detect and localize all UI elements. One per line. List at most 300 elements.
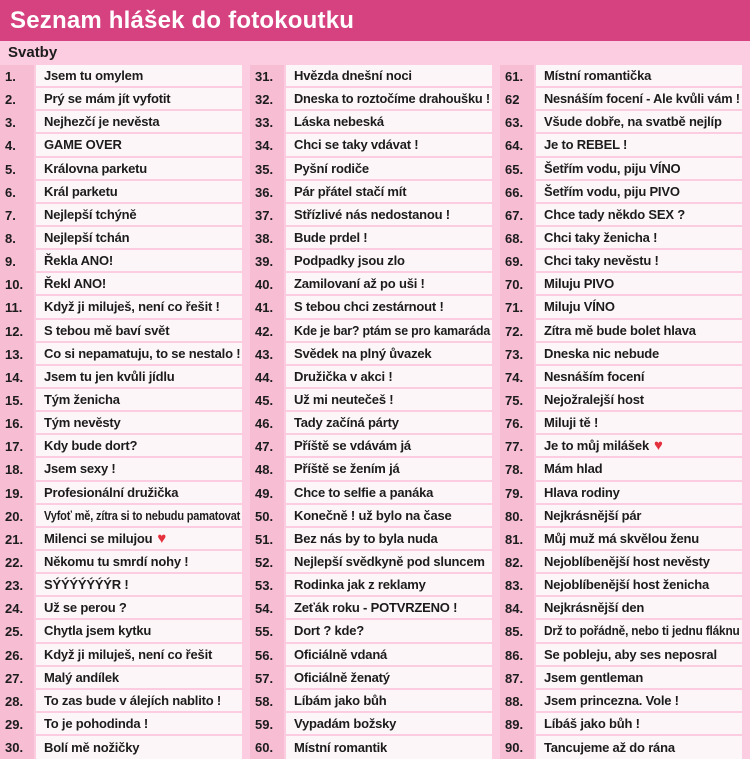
item-number: 8.	[0, 227, 34, 250]
list-item	[250, 667, 500, 690]
item-cell	[36, 65, 242, 86]
list-item	[500, 620, 750, 643]
item-number: 81.	[500, 528, 534, 551]
list-item	[500, 412, 750, 435]
item-cell	[286, 343, 492, 364]
item-number: 1.	[0, 65, 34, 88]
item-cell	[286, 736, 492, 759]
item-number: 74.	[500, 366, 534, 389]
item-text: Vypadám božsky	[294, 716, 397, 731]
item-number: 61.	[500, 65, 534, 88]
item-number: 72.	[500, 320, 534, 343]
item-number: 29.	[0, 713, 34, 736]
list-item	[250, 736, 500, 759]
item-number: 76.	[500, 412, 534, 435]
item-number: 56.	[250, 644, 284, 667]
item-number: 55.	[250, 620, 284, 643]
item-number: 42.	[250, 320, 284, 343]
item-text: Šetřím vodu, piju PIVO	[544, 183, 680, 199]
list-item	[500, 736, 750, 759]
list-item	[0, 181, 250, 204]
list-item	[500, 482, 750, 505]
item-text: Malý andílek	[44, 669, 119, 685]
list-item	[250, 620, 500, 643]
item-cell	[36, 597, 242, 618]
item-text: Někomu tu smrdí nohy !	[44, 554, 189, 570]
item-number: 90.	[500, 736, 534, 759]
item-number: 10.	[0, 273, 34, 296]
item-cell	[286, 158, 492, 179]
item-cell	[286, 482, 492, 503]
item-number: 62	[500, 88, 534, 111]
item-text: Rodinka jak z reklamy	[294, 577, 426, 593]
item-text: Jsem sexy !	[44, 461, 116, 477]
list-item	[0, 134, 250, 157]
item-cell	[36, 620, 242, 641]
item-text: Tady začíná párty	[294, 415, 399, 431]
list-item	[500, 158, 750, 181]
item-cell	[36, 88, 242, 109]
item-text: Družička v akci !	[294, 368, 393, 384]
item-text: Nejlepší tchán	[44, 230, 130, 246]
item-cell	[286, 574, 492, 595]
item-number: 58.	[250, 690, 284, 713]
list-item	[500, 296, 750, 319]
list-item	[250, 412, 500, 435]
list-item	[250, 366, 500, 389]
list-item	[250, 296, 500, 319]
item-text: Tým ženicha	[44, 392, 120, 408]
list-item	[0, 320, 250, 343]
item-number: 6.	[0, 181, 34, 204]
list-item	[500, 366, 750, 389]
list-item	[250, 111, 500, 134]
item-text: Jsem tu jen kvůli jídlu	[44, 368, 175, 384]
item-number: 3.	[0, 111, 34, 134]
list-item	[500, 528, 750, 551]
item-number: 26.	[0, 644, 34, 667]
item-number: 19.	[0, 482, 34, 505]
list-item	[500, 551, 750, 574]
item-cell	[36, 204, 242, 225]
item-text: Nejlepší svědkyně pod sluncem	[294, 554, 485, 570]
list-item	[500, 181, 750, 204]
list-item	[0, 65, 250, 88]
item-text: Je to REBEL !	[544, 137, 628, 153]
item-text: To je pohodinda !	[44, 716, 148, 731]
item-number: 73.	[500, 343, 534, 366]
item-cell	[536, 736, 742, 759]
list-item	[250, 574, 500, 597]
item-cell	[286, 412, 492, 433]
list-item	[0, 667, 250, 690]
phrase-columns	[0, 63, 750, 759]
item-text: Nejhezčí je nevěsta	[44, 114, 160, 130]
item-text: Miluji tě !	[544, 415, 599, 431]
list-item	[250, 181, 500, 204]
item-cell	[286, 644, 492, 665]
list-item	[0, 505, 250, 528]
item-number: 78.	[500, 458, 534, 481]
item-number: 83.	[500, 574, 534, 597]
item-text: Nejkrásnější pár	[544, 507, 642, 523]
item-number: 16.	[0, 412, 34, 435]
item-text: Příště se vdávám já	[294, 438, 411, 454]
item-text: Tým nevěsty	[44, 415, 121, 431]
item-text: Co si nepamatuju, to se nestalo !	[44, 345, 241, 361]
heart-icon: ♥	[157, 529, 167, 547]
item-text: Bez nás by to byla nuda	[294, 530, 438, 546]
list-item	[0, 389, 250, 412]
item-text: Chci se taky vdávat !	[294, 137, 419, 153]
item-cell	[286, 389, 492, 410]
item-cell	[36, 505, 242, 526]
list-item	[0, 644, 250, 667]
item-cell	[286, 134, 492, 155]
item-number: 13.	[0, 343, 34, 366]
item-cell	[536, 690, 742, 711]
list-item	[0, 158, 250, 181]
list-item	[0, 227, 250, 250]
list-item	[0, 528, 250, 551]
list-item	[500, 88, 750, 111]
item-text: Konečně ! už bylo na čase	[294, 507, 452, 523]
item-number: 46.	[250, 412, 284, 435]
item-number: 25.	[0, 620, 34, 643]
item-number: 45.	[250, 389, 284, 412]
item-cell	[36, 574, 242, 595]
item-text: Zeťák roku - POTVRZENO !	[294, 600, 458, 616]
list-item	[0, 296, 250, 319]
item-cell	[36, 389, 242, 410]
list-item	[500, 644, 750, 667]
item-number: 36.	[250, 181, 284, 204]
title-bar	[0, 0, 750, 41]
list-item	[250, 389, 500, 412]
list-item	[500, 343, 750, 366]
item-text: Můj muž má skvělou ženu	[544, 530, 700, 546]
list-item	[250, 273, 500, 296]
section-band	[0, 41, 750, 63]
list-item	[250, 644, 500, 667]
item-cell	[536, 273, 742, 294]
item-cell	[36, 111, 242, 132]
item-number: 87.	[500, 667, 534, 690]
item-number: 38.	[250, 227, 284, 250]
item-cell	[536, 320, 742, 341]
item-number: 30.	[0, 736, 34, 759]
item-cell	[36, 551, 242, 572]
item-text: Když ji miluješ, není co řešit	[44, 646, 213, 662]
item-number: 57.	[250, 667, 284, 690]
item-number: 4.	[0, 134, 34, 157]
item-cell	[536, 505, 742, 526]
item-text: Podpadky jsou zlo	[294, 253, 405, 269]
list-item	[0, 366, 250, 389]
item-text: Svědek na plný ůvazek	[294, 345, 432, 361]
item-cell	[36, 296, 242, 317]
item-cell	[286, 713, 492, 734]
item-cell	[286, 505, 492, 526]
item-cell	[536, 389, 742, 410]
item-text: Nesnáším focení - Ale kvůli vám !	[544, 91, 740, 107]
item-cell	[286, 551, 492, 572]
item-cell	[536, 204, 742, 225]
item-text: Nejlepší tchýně	[44, 206, 137, 222]
item-number: 60.	[250, 736, 284, 759]
item-text: Miluju VÍNO	[544, 299, 615, 315]
item-number: 47.	[250, 435, 284, 458]
item-cell	[536, 620, 742, 641]
item-cell	[36, 181, 242, 202]
item-cell	[286, 181, 492, 202]
item-cell	[36, 482, 242, 503]
item-number: 40.	[250, 273, 284, 296]
list-item	[250, 88, 500, 111]
list-item	[250, 227, 500, 250]
item-number: 88.	[500, 690, 534, 713]
item-number: 20.	[0, 505, 34, 528]
list-item	[0, 412, 250, 435]
item-cell	[36, 667, 242, 688]
item-text: To zas bude v álejích nablito !	[44, 692, 222, 708]
item-text: Chytla jsem kytku	[44, 623, 152, 639]
item-text: Král parketu	[44, 183, 118, 199]
list-item	[0, 204, 250, 227]
item-number: 79.	[500, 482, 534, 505]
item-number: 49.	[250, 482, 284, 505]
item-number: 27.	[0, 667, 34, 690]
item-number: 41.	[250, 296, 284, 319]
item-text: Oficiálně ženatý	[294, 669, 390, 685]
list-item	[250, 250, 500, 273]
item-cell	[536, 181, 742, 202]
list-item	[250, 435, 500, 458]
list-item	[250, 204, 500, 227]
item-text: Nejoblíbenější host nevěsty	[544, 554, 710, 570]
item-cell	[536, 343, 742, 364]
item-cell	[286, 227, 492, 248]
item-text: Zamilovaní až po uši !	[294, 276, 425, 292]
item-text: Chce tady někdo SEX ?	[544, 206, 686, 222]
item-number: 84.	[500, 597, 534, 620]
item-text: Pár přátel stačí mít	[294, 183, 407, 199]
item-text: Řekl ANO!	[44, 276, 107, 292]
list-item	[0, 88, 250, 111]
item-cell	[286, 528, 492, 549]
item-number: 53.	[250, 574, 284, 597]
item-number: 2.	[0, 88, 34, 111]
item-text: Mám hlad	[544, 461, 603, 477]
item-number: 22.	[0, 551, 34, 574]
item-cell	[286, 250, 492, 271]
item-cell	[36, 343, 242, 364]
list-item	[500, 458, 750, 481]
item-number: 12.	[0, 320, 34, 343]
item-text: Se pobleju, aby ses neposral	[544, 646, 717, 662]
item-text: Kde je bar? ptám se pro kamaráda	[294, 322, 491, 338]
item-cell	[286, 435, 492, 456]
item-cell	[36, 250, 242, 271]
item-cell	[36, 644, 242, 665]
item-number: 31.	[250, 65, 284, 88]
item-number: 63.	[500, 111, 534, 134]
item-cell	[536, 551, 742, 572]
item-number: 48.	[250, 458, 284, 481]
list-item	[500, 65, 750, 88]
list-item	[0, 250, 250, 273]
item-cell	[286, 320, 492, 341]
item-cell	[286, 667, 492, 688]
item-number: 51.	[250, 528, 284, 551]
list-item	[500, 574, 750, 597]
item-text: Všude dobře, na svatbě nejlíp	[544, 114, 722, 130]
list-item	[0, 551, 250, 574]
item-number: 14.	[0, 366, 34, 389]
list-item	[0, 597, 250, 620]
list-item	[500, 227, 750, 250]
item-cell	[286, 65, 492, 86]
item-number: 43.	[250, 343, 284, 366]
list-item	[0, 736, 250, 759]
item-text: Hvězda dnešní noci	[294, 68, 412, 84]
item-text: Hlava rodiny	[544, 484, 620, 500]
item-cell	[536, 227, 742, 248]
item-text: Chce to selfie a panáka	[294, 484, 434, 500]
item-text: Řekla ANO!	[44, 253, 114, 269]
item-number: 52.	[250, 551, 284, 574]
list-item	[500, 320, 750, 343]
list-item	[500, 713, 750, 736]
item-cell	[286, 458, 492, 479]
item-text: Láska nebeská	[294, 114, 384, 130]
item-number: 66.	[500, 181, 534, 204]
item-number: 18.	[0, 458, 34, 481]
item-number: 15.	[0, 389, 34, 412]
item-number: 71.	[500, 296, 534, 319]
item-cell	[286, 690, 492, 711]
item-text: Královna parketu	[44, 160, 148, 176]
item-text: Zítra mě bude bolet hlava	[544, 322, 696, 338]
item-cell	[286, 88, 492, 109]
item-number: 17.	[0, 435, 34, 458]
item-number: 67.	[500, 204, 534, 227]
list-item	[0, 620, 250, 643]
item-text: Drž to pořádně, nebo ti jednu fláknu	[544, 623, 740, 639]
item-text: Už se perou ?	[44, 600, 127, 616]
item-number: 50.	[250, 505, 284, 528]
item-number: 35.	[250, 158, 284, 181]
item-text: S tebou mě baví svět	[44, 322, 170, 338]
list-item	[250, 320, 500, 343]
item-number: 23.	[0, 574, 34, 597]
item-text: S tebou chci zestárnout !	[294, 299, 444, 315]
list-item	[500, 690, 750, 713]
list-item	[500, 134, 750, 157]
item-cell	[36, 458, 242, 479]
list-item	[500, 250, 750, 273]
item-text: Milenci se milujou	[44, 530, 153, 546]
list-item	[500, 111, 750, 134]
list-item	[500, 667, 750, 690]
list-item	[0, 690, 250, 713]
list-item	[250, 505, 500, 528]
item-cell	[536, 134, 742, 155]
item-text: GAME OVER	[44, 137, 122, 153]
list-item	[250, 134, 500, 157]
item-text: Nejoblíbenější host ženicha	[544, 577, 710, 593]
item-number: 80.	[500, 505, 534, 528]
item-number: 82.	[500, 551, 534, 574]
list-item	[0, 343, 250, 366]
item-text: Už mi neutečeš !	[294, 392, 394, 408]
item-number: 75.	[500, 389, 534, 412]
item-text: Nesnáším focení	[544, 368, 645, 384]
item-number: 7.	[0, 204, 34, 227]
item-cell	[36, 528, 242, 549]
list-item	[250, 528, 500, 551]
item-cell	[36, 273, 242, 294]
item-number: 39.	[250, 250, 284, 273]
item-text: Bude prdel !	[294, 230, 368, 246]
item-number: 44.	[250, 366, 284, 389]
item-text: Vyfoť mě, zítra si to nebudu pamatovat	[44, 507, 241, 523]
list-item	[250, 458, 500, 481]
item-number: 59.	[250, 713, 284, 736]
item-number: 5.	[0, 158, 34, 181]
item-number: 9.	[0, 250, 34, 273]
item-text: Pyšní rodiče	[294, 160, 369, 176]
item-number: 86.	[500, 644, 534, 667]
item-cell	[536, 713, 742, 734]
list-item	[250, 551, 500, 574]
item-cell	[536, 482, 742, 503]
item-text: Střízlivé nás nedostanou !	[294, 206, 450, 222]
heart-icon: ♥	[653, 437, 663, 455]
item-cell	[286, 296, 492, 317]
item-number: 77.	[500, 435, 534, 458]
item-text: Nejožralejší host	[544, 392, 644, 408]
item-text: Je to můj milášek	[544, 438, 649, 454]
item-cell	[536, 435, 742, 456]
item-text: Chci taky ženicha !	[544, 230, 658, 246]
list-item	[250, 690, 500, 713]
item-cell	[536, 65, 742, 86]
item-cell	[536, 412, 742, 433]
item-cell	[536, 597, 742, 618]
item-text: Jsem princezna. Vole !	[544, 692, 679, 708]
item-cell	[36, 366, 242, 387]
item-cell	[286, 204, 492, 225]
item-cell	[286, 597, 492, 618]
list-item	[250, 482, 500, 505]
item-cell	[286, 111, 492, 132]
item-cell	[36, 227, 242, 248]
item-text: Místní romantička	[544, 68, 652, 84]
item-text: Líbám jako bůh	[294, 692, 387, 708]
item-number: 68.	[500, 227, 534, 250]
item-text: Jsem tu omylem	[44, 68, 144, 84]
item-text: Prý se mám jít vyfotit	[44, 91, 171, 107]
list-item	[0, 574, 250, 597]
item-text: Místní romantik	[294, 740, 388, 756]
item-cell	[536, 88, 742, 109]
item-number: 28.	[0, 690, 34, 713]
item-text: Profesionální družička	[44, 484, 179, 500]
list-item	[500, 435, 750, 458]
item-cell	[36, 435, 242, 456]
item-number: 32.	[250, 88, 284, 111]
